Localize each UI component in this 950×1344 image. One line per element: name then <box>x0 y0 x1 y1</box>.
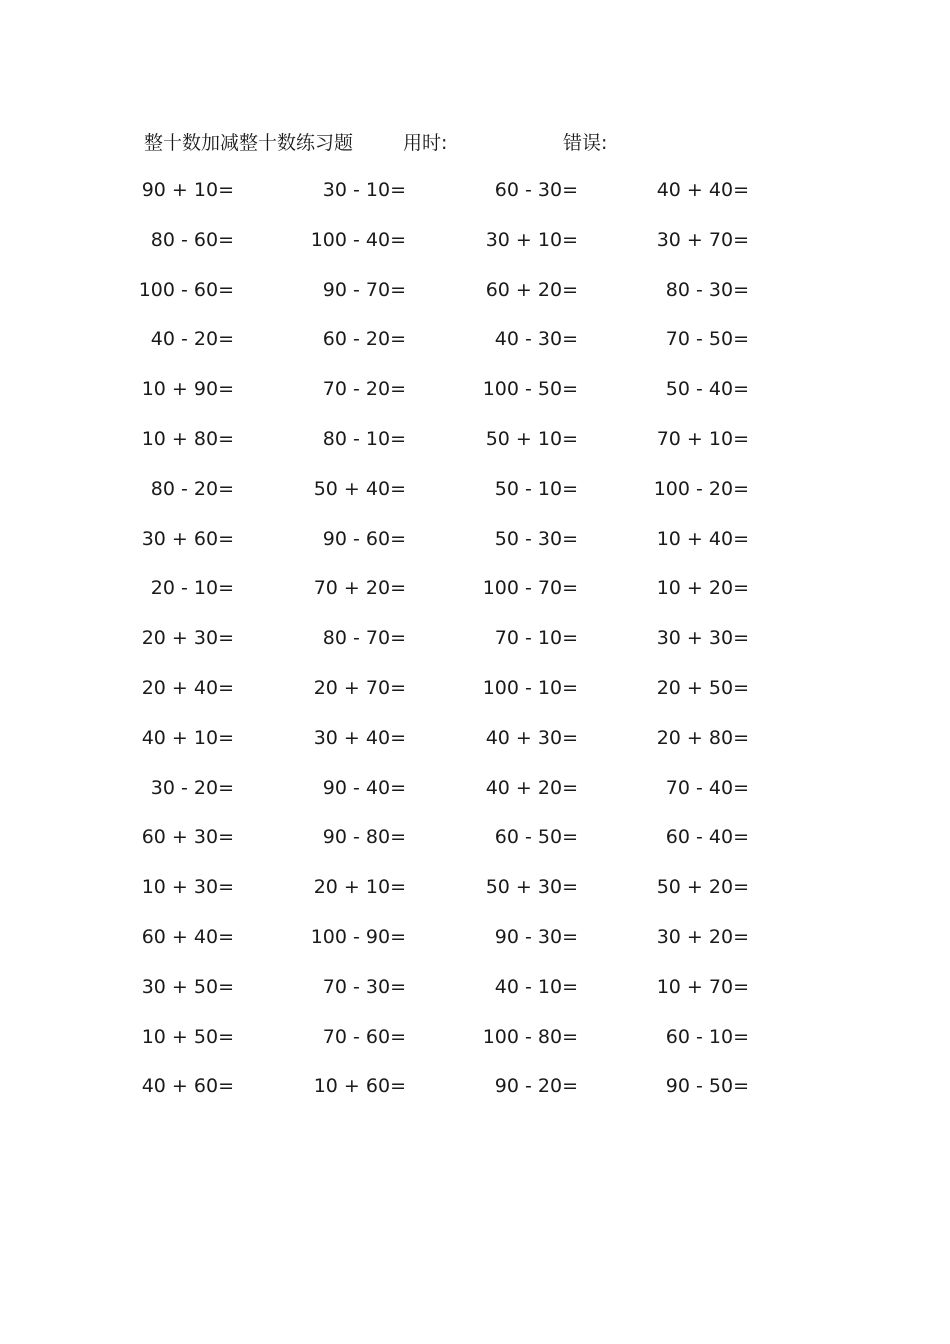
problem-item: 80 - 10= <box>322 427 406 450</box>
problem-item: 80 - 70= <box>322 627 406 650</box>
problem-row <box>110 525 800 575</box>
problem-row <box>110 624 800 674</box>
problem-grid <box>110 176 800 1122</box>
problem-row <box>110 823 800 873</box>
problem-item: 30 + 20= <box>656 925 749 948</box>
problem-item: 40 + 30= <box>485 726 578 749</box>
problem-row <box>110 475 800 525</box>
problem-item: 70 - 40= <box>665 776 749 799</box>
time-label: 用时: <box>403 132 448 154</box>
problem-item: 10 + 60= <box>313 1075 406 1098</box>
problem-item: 70 - 10= <box>494 627 578 650</box>
problem-item: 30 + 70= <box>656 228 749 251</box>
problem-row <box>110 774 800 824</box>
problem-item: 10 + 50= <box>141 1025 234 1048</box>
problem-item: 70 + 10= <box>656 427 749 450</box>
problem-item: 10 + 40= <box>656 527 749 550</box>
problem-item: 40 + 10= <box>141 726 234 749</box>
problem-row <box>110 1023 800 1073</box>
problem-item: 40 - 10= <box>494 975 578 998</box>
problem-item: 10 + 30= <box>141 876 234 899</box>
problem-item: 90 - 70= <box>322 278 406 301</box>
problem-row <box>110 375 800 425</box>
problem-item: 50 + 40= <box>313 477 406 500</box>
problem-item: 10 + 20= <box>656 577 749 600</box>
problem-item: 20 - 10= <box>150 577 234 600</box>
problem-item: 30 - 10= <box>322 179 406 201</box>
problem-item: 90 - 80= <box>322 826 406 849</box>
problem-item: 100 - 20= <box>653 477 749 500</box>
worksheet-title: 整十数加减整十数练习题 <box>144 132 354 154</box>
problem-item: 40 + 20= <box>485 776 578 799</box>
problem-item: 80 - 30= <box>665 278 749 301</box>
problem-item: 40 + 60= <box>141 1075 234 1098</box>
problem-item: 30 - 20= <box>150 776 234 799</box>
problem-item: 20 + 30= <box>141 627 234 650</box>
problem-row <box>110 226 800 276</box>
problem-item: 50 - 40= <box>665 378 749 401</box>
problem-item: 60 - 30= <box>494 179 578 201</box>
problem-item: 50 + 20= <box>656 876 749 899</box>
error-label: 错误: <box>563 132 608 154</box>
problem-item: 20 + 80= <box>656 726 749 749</box>
problem-item: 50 + 30= <box>485 876 578 899</box>
problem-item: 20 + 40= <box>141 676 234 699</box>
problem-item: 90 - 60= <box>322 527 406 550</box>
problem-item: 30 + 60= <box>141 527 234 550</box>
problem-item: 80 - 20= <box>150 477 234 500</box>
problem-row <box>110 1072 800 1122</box>
problem-row <box>110 574 800 624</box>
problem-item: 10 + 70= <box>656 975 749 998</box>
problem-item: 100 - 40= <box>310 228 406 251</box>
problem-item: 80 - 60= <box>150 228 234 251</box>
problem-item: 60 + 40= <box>141 925 234 948</box>
problem-item: 10 + 80= <box>141 427 234 450</box>
problem-item: 90 - 40= <box>322 776 406 799</box>
problem-item: 100 - 10= <box>482 676 578 699</box>
problem-row <box>110 425 800 475</box>
problem-item: 70 - 50= <box>665 328 749 351</box>
problem-item: 90 - 30= <box>494 925 578 948</box>
problem-row <box>110 325 800 375</box>
problem-row <box>110 276 800 326</box>
problem-item: 70 - 30= <box>322 975 406 998</box>
problem-item: 40 - 30= <box>494 328 578 351</box>
problem-item: 60 + 20= <box>485 278 578 301</box>
problem-item: 100 - 50= <box>482 378 578 401</box>
problem-item: 60 - 50= <box>494 826 578 849</box>
problem-item: 60 - 40= <box>665 826 749 849</box>
problem-item: 70 - 20= <box>322 378 406 401</box>
problem-item: 60 + 30= <box>141 826 234 849</box>
problem-item: 100 - 90= <box>310 925 406 948</box>
problem-item: 10 + 90= <box>141 378 234 401</box>
problem-item: 20 + 50= <box>656 676 749 699</box>
problem-row <box>110 176 800 226</box>
problem-item: 30 + 10= <box>485 228 578 251</box>
problem-item: 100 - 70= <box>482 577 578 600</box>
problem-item: 20 + 70= <box>313 676 406 699</box>
problem-item: 30 + 40= <box>313 726 406 749</box>
problem-item: 90 - 20= <box>494 1075 578 1098</box>
problem-item: 50 + 10= <box>485 427 578 450</box>
worksheet-header <box>0 128 950 158</box>
problem-item: 70 + 20= <box>313 577 406 600</box>
problem-item: 40 - 20= <box>150 328 234 351</box>
problem-row <box>110 873 800 923</box>
problem-item: 50 - 30= <box>494 527 578 550</box>
problem-item: 100 - 60= <box>138 278 234 301</box>
problem-item: 60 - 20= <box>322 328 406 351</box>
problem-row <box>110 674 800 724</box>
problem-item: 70 - 60= <box>322 1025 406 1048</box>
problem-item: 90 + 10= <box>141 179 234 201</box>
problem-item: 90 - 50= <box>665 1075 749 1098</box>
problem-item: 20 + 10= <box>313 876 406 899</box>
problem-item: 40 + 40= <box>656 179 749 201</box>
problem-item: 100 - 80= <box>482 1025 578 1048</box>
problem-item: 30 + 30= <box>656 627 749 650</box>
problem-row <box>110 973 800 1023</box>
problem-item: 50 - 10= <box>494 477 578 500</box>
problem-row <box>110 923 800 973</box>
problem-item: 60 - 10= <box>665 1025 749 1048</box>
problem-item: 30 + 50= <box>141 975 234 998</box>
problem-row <box>110 724 800 774</box>
